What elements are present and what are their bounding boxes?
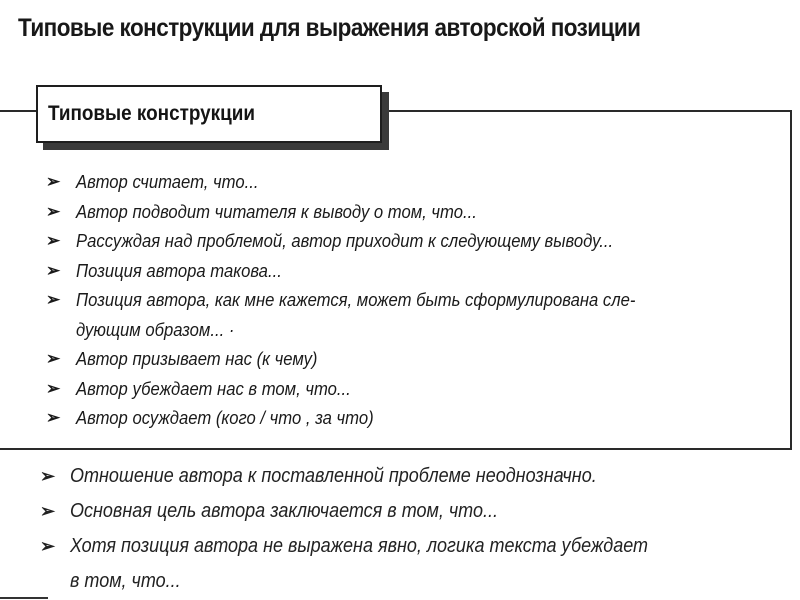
arrow-bullet-icon: ➢ bbox=[46, 172, 61, 191]
arrow-bullet-icon: ➢ bbox=[40, 501, 56, 521]
list-item bbox=[46, 285, 786, 344]
list-item-text: Отношение автора к поставленной проблеме неоднозначно. bbox=[70, 465, 597, 487]
list-item-text: Хотя позиция автора не выражена явно, логика текста убеждает bbox=[70, 535, 649, 557]
divider bbox=[0, 597, 48, 599]
list-item-text: Рассуждая над проблемой, автор приходит к следующему выводу... bbox=[76, 230, 614, 251]
list-item-text: Автор считает, что... bbox=[76, 171, 259, 192]
list-item bbox=[40, 529, 790, 599]
list-item bbox=[46, 344, 786, 374]
list-item bbox=[46, 226, 786, 256]
arrow-bullet-icon: ➢ bbox=[46, 260, 61, 280]
list-item-text: Автор призывает нас (к чему) bbox=[76, 348, 318, 369]
list-item bbox=[46, 167, 786, 197]
arrow-bullet-icon: ➢ bbox=[46, 231, 61, 250]
arrow-bullet-icon: ➢ bbox=[40, 466, 56, 486]
list-item bbox=[46, 374, 786, 404]
arrow-bullet-icon: ➢ bbox=[46, 349, 61, 368]
constructions-list bbox=[46, 167, 786, 433]
list-item-text: Автор осуждает (кого / что , за что) bbox=[76, 407, 374, 428]
list-item bbox=[46, 256, 786, 286]
list-item-text: Основная цель автора заключается в том, что... bbox=[70, 500, 498, 522]
list-item bbox=[40, 459, 790, 494]
list-item-text-continuation: дующим образом... · bbox=[76, 318, 235, 340]
arrow-bullet-icon: ➢ bbox=[46, 201, 61, 221]
list-item bbox=[46, 197, 786, 227]
arrow-bullet-icon: ➢ bbox=[46, 290, 61, 309]
list-item-text: Позиция автора, как мне кажется, может быть сформулирована сле- bbox=[76, 289, 636, 310]
constructions-heading-box bbox=[36, 85, 382, 143]
list-item bbox=[40, 494, 790, 529]
arrow-bullet-icon: ➢ bbox=[40, 536, 56, 556]
arrow-bullet-icon: ➢ bbox=[46, 408, 61, 427]
list-item-text: Позиция автора такова... bbox=[76, 259, 282, 281]
list-item-text: Автор подводит читателя к выводу о том, что... bbox=[76, 200, 477, 222]
arrow-bullet-icon: ➢ bbox=[46, 378, 61, 398]
page-title: Типовые конструкции для выражения авторской позиции bbox=[18, 14, 641, 42]
list-item-text: Автор убеждает нас в том, что... bbox=[76, 377, 351, 399]
constructions-heading: Типовые конструкции bbox=[48, 102, 255, 125]
additional-constructions-list bbox=[40, 459, 790, 599]
list-item-text-continuation: в том, что... bbox=[70, 570, 181, 592]
list-item bbox=[46, 403, 786, 433]
